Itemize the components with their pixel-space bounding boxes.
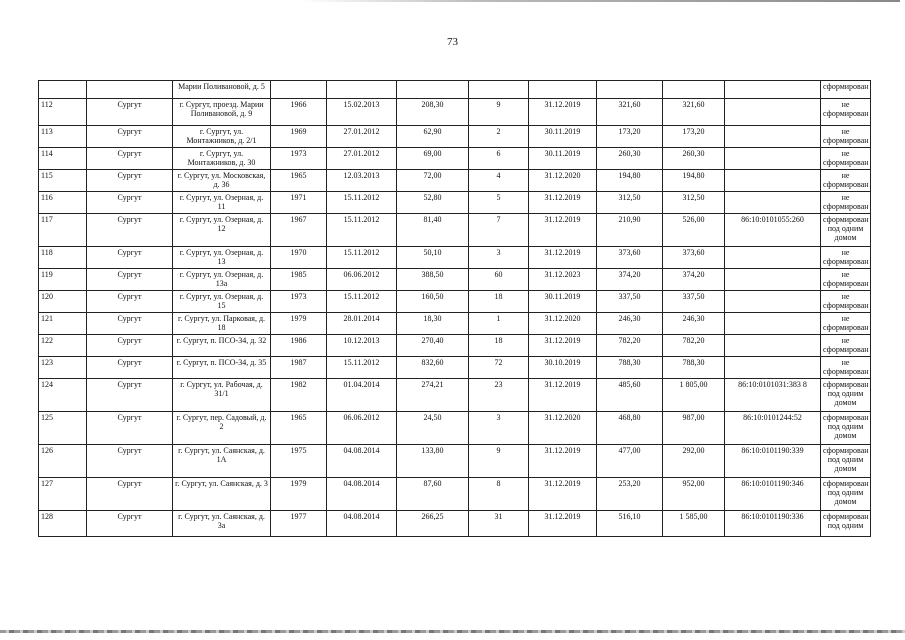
address-cell: г. Сургут, ул. Озерная, д. 12 (173, 214, 271, 247)
build-year-cell: 1979 (271, 313, 327, 335)
date-cell: 15.11.2012 (327, 357, 397, 379)
date-cell: 04.08.2014 (327, 478, 397, 511)
table-row (39, 313, 871, 335)
count-cell: 3 (469, 247, 529, 269)
deadline-cell (529, 81, 597, 99)
city-cell: Сургут (87, 313, 173, 335)
area-cell: 87,60 (397, 478, 469, 511)
row-number: 113 (39, 126, 87, 148)
row-number: 128 (39, 511, 87, 537)
city-cell: Сургут (87, 192, 173, 214)
build-year-cell: 1971 (271, 192, 327, 214)
status-cell: не сформирован (821, 291, 871, 313)
cadastral-number-cell (725, 170, 821, 192)
build-year-cell: 1966 (271, 99, 327, 126)
cadastral-number-cell (725, 192, 821, 214)
date-cell: 27.01.2012 (327, 126, 397, 148)
build-year-cell: 1965 (271, 412, 327, 445)
cadastral-number-cell (725, 269, 821, 291)
count-cell: 60 (469, 269, 529, 291)
table-row (39, 148, 871, 170)
area-cell: 18,30 (397, 313, 469, 335)
value-1-cell: 485,60 (597, 379, 663, 412)
date-cell: 28.01.2014 (327, 313, 397, 335)
count-cell: 2 (469, 126, 529, 148)
value-2-cell: 374,20 (663, 269, 725, 291)
value-2-cell: 246,30 (663, 313, 725, 335)
row-number: 114 (39, 148, 87, 170)
address-cell: г. Сургут, п. ПСО-34, д. 32 (173, 335, 271, 357)
status-cell: не сформирован (821, 335, 871, 357)
page-number: 73 (447, 36, 458, 48)
cadastral-number-cell: 86:10:0101190:339 (725, 445, 821, 478)
deadline-cell: 31.12.2020 (529, 313, 597, 335)
build-year-cell: 1977 (271, 511, 327, 537)
status-cell: не сформирован (821, 269, 871, 291)
date-cell: 10.12.2013 (327, 335, 397, 357)
date-cell: 15.02.2013 (327, 99, 397, 126)
address-cell: г. Сургут, ул. Озерная, д. 15 (173, 291, 271, 313)
deadline-cell: 31.12.2019 (529, 192, 597, 214)
count-cell: 18 (469, 335, 529, 357)
value-2-cell: 952,00 (663, 478, 725, 511)
date-cell: 15.11.2012 (327, 214, 397, 247)
status-cell: не сформирован (821, 192, 871, 214)
value-2-cell: 194,80 (663, 170, 725, 192)
row-number: 119 (39, 269, 87, 291)
build-year-cell: 1979 (271, 478, 327, 511)
build-year-cell: 1967 (271, 214, 327, 247)
count-cell: 5 (469, 192, 529, 214)
cadastral-number-cell (725, 313, 821, 335)
status-cell: сформирован под одним домом (821, 478, 871, 511)
count-cell: 31 (469, 511, 529, 537)
value-2-cell: 788,30 (663, 357, 725, 379)
city-cell: Сургут (87, 335, 173, 357)
count-cell: 4 (469, 170, 529, 192)
address-cell: г. Сургут, п. ПСО-34, д. 35 (173, 357, 271, 379)
deadline-cell: 31.12.2023 (529, 269, 597, 291)
cadastral-number-cell (725, 357, 821, 379)
city-cell: Сургут (87, 214, 173, 247)
count-cell: 1 (469, 313, 529, 335)
address-cell: Марии Поливановой, д. 5 (173, 81, 271, 99)
row-number: 115 (39, 170, 87, 192)
value-1-cell: 194,80 (597, 170, 663, 192)
status-cell: сформирован под одним домом (821, 445, 871, 478)
date-cell: 27.01.2012 (327, 148, 397, 170)
date-cell: 06.06.2012 (327, 269, 397, 291)
deadline-cell: 30.11.2019 (529, 148, 597, 170)
area-cell: 388,50 (397, 269, 469, 291)
cadastral-number-cell (725, 291, 821, 313)
value-1-cell: 321,60 (597, 99, 663, 126)
date-cell (327, 81, 397, 99)
deadline-cell: 30.11.2019 (529, 291, 597, 313)
row-number: 124 (39, 379, 87, 412)
area-cell: 62,90 (397, 126, 469, 148)
status-cell: сформирован под одним (821, 511, 871, 537)
count-cell: 3 (469, 412, 529, 445)
build-year-cell: 1986 (271, 335, 327, 357)
area-cell: 160,50 (397, 291, 469, 313)
value-2-cell: 321,60 (663, 99, 725, 126)
address-cell: г. Сургут, ул. Монтажников, д. 30 (173, 148, 271, 170)
build-year-cell: 1973 (271, 291, 327, 313)
value-1-cell: 260,30 (597, 148, 663, 170)
city-cell: Сургут (87, 357, 173, 379)
address-cell: г. Сургут, ул. Саянская, д. 3а (173, 511, 271, 537)
housing-register-table (38, 80, 871, 537)
address-cell: г. Сургут, ул. Озерная, д. 11 (173, 192, 271, 214)
value-1-cell: 374,20 (597, 269, 663, 291)
area-cell: 266,25 (397, 511, 469, 537)
count-cell: 72 (469, 357, 529, 379)
deadline-cell: 30.11.2019 (529, 126, 597, 148)
row-number: 123 (39, 357, 87, 379)
cadastral-number-cell (725, 335, 821, 357)
build-year-cell: 1975 (271, 445, 327, 478)
area-cell: 72,00 (397, 170, 469, 192)
deadline-cell: 31.12.2019 (529, 445, 597, 478)
value-1-cell (597, 81, 663, 99)
count-cell: 9 (469, 99, 529, 126)
city-cell: Сургут (87, 511, 173, 537)
date-cell: 06.06.2012 (327, 412, 397, 445)
build-year-cell (271, 81, 327, 99)
row-number: 118 (39, 247, 87, 269)
value-2-cell: 1 585,00 (663, 511, 725, 537)
value-1-cell: 312,50 (597, 192, 663, 214)
table-row (39, 511, 871, 537)
value-1-cell: 468,80 (597, 412, 663, 445)
area-cell: 24,50 (397, 412, 469, 445)
area-cell: 270,40 (397, 335, 469, 357)
cadastral-number-cell: 86:10:0101031:383 8 (725, 379, 821, 412)
cadastral-number-cell (725, 99, 821, 126)
build-year-cell: 1985 (271, 269, 327, 291)
date-cell: 15.11.2012 (327, 192, 397, 214)
table-row (39, 291, 871, 313)
build-year-cell: 1982 (271, 379, 327, 412)
value-1-cell: 477,00 (597, 445, 663, 478)
cadastral-number-cell: 86:10:0101190:346 (725, 478, 821, 511)
value-2-cell: 337,50 (663, 291, 725, 313)
value-1-cell: 373,60 (597, 247, 663, 269)
city-cell: Сургут (87, 126, 173, 148)
cadastral-number-cell (725, 81, 821, 99)
row-number: 125 (39, 412, 87, 445)
table-row (39, 81, 871, 99)
value-1-cell: 337,50 (597, 291, 663, 313)
value-2-cell: 987,00 (663, 412, 725, 445)
city-cell: Сургут (87, 379, 173, 412)
table-row (39, 192, 871, 214)
deadline-cell: 31.12.2020 (529, 170, 597, 192)
status-cell: не сформирован (821, 148, 871, 170)
count-cell: 18 (469, 291, 529, 313)
value-1-cell: 246,30 (597, 313, 663, 335)
value-2-cell: 260,30 (663, 148, 725, 170)
address-cell: г. Сургут, ул. Саянская, д. 1А (173, 445, 271, 478)
city-cell: Сургут (87, 291, 173, 313)
table-row (39, 379, 871, 412)
status-cell: не сформирован (821, 247, 871, 269)
row-number: 112 (39, 99, 87, 126)
deadline-cell: 31.12.2019 (529, 99, 597, 126)
cadastral-number-cell (725, 247, 821, 269)
table-row (39, 99, 871, 126)
count-cell: 8 (469, 478, 529, 511)
table-row (39, 335, 871, 357)
status-cell: сформирован под одним домом (821, 214, 871, 247)
area-cell: 274,21 (397, 379, 469, 412)
row-number: 117 (39, 214, 87, 247)
date-cell: 15.11.2012 (327, 291, 397, 313)
date-cell: 01.04.2014 (327, 379, 397, 412)
table-row (39, 170, 871, 192)
address-cell: г. Сургут, ул. Озерная, д. 13 (173, 247, 271, 269)
city-cell: Сургут (87, 269, 173, 291)
city-cell: Сургут (87, 99, 173, 126)
row-number: 122 (39, 335, 87, 357)
status-cell: не сформирован (821, 313, 871, 335)
address-cell: г. Сургут, ул. Московская, д. 36 (173, 170, 271, 192)
value-1-cell: 782,20 (597, 335, 663, 357)
date-cell: 04.08.2014 (327, 511, 397, 537)
city-cell: Сургут (87, 247, 173, 269)
row-number (39, 81, 87, 99)
cadastral-number-cell: 86:10:0101190:336 (725, 511, 821, 537)
address-cell: г. Сургут, ул. Озерная, д. 13а (173, 269, 271, 291)
city-cell: Сургут (87, 478, 173, 511)
deadline-cell: 30.10.2019 (529, 357, 597, 379)
city-cell: Сургут (87, 148, 173, 170)
address-cell: г. Сургут, проезд. Марии Поливановой, д. 9 (173, 99, 271, 126)
value-1-cell: 788,30 (597, 357, 663, 379)
count-cell: 9 (469, 445, 529, 478)
address-cell: г. Сургут, пер. Садовый, д. 2 (173, 412, 271, 445)
table-row (39, 126, 871, 148)
cadastral-number-cell: 86:10:0101244:52 (725, 412, 821, 445)
table-row (39, 445, 871, 478)
status-cell: не сформирован (821, 126, 871, 148)
table-row (39, 357, 871, 379)
status-cell: не сформирован (821, 357, 871, 379)
scan-edge-top (300, 0, 900, 2)
row-number: 120 (39, 291, 87, 313)
row-number: 121 (39, 313, 87, 335)
value-2-cell (663, 81, 725, 99)
value-2-cell: 526,00 (663, 214, 725, 247)
deadline-cell: 31.12.2020 (529, 412, 597, 445)
deadline-cell: 31.12.2019 (529, 478, 597, 511)
area-cell: 81,40 (397, 214, 469, 247)
city-cell: Сургут (87, 412, 173, 445)
area-cell (397, 81, 469, 99)
area-cell: 69,00 (397, 148, 469, 170)
build-year-cell: 1969 (271, 126, 327, 148)
deadline-cell: 31.12.2019 (529, 511, 597, 537)
area-cell: 50,10 (397, 247, 469, 269)
city-cell: Сургут (87, 170, 173, 192)
deadline-cell: 31.12.2019 (529, 214, 597, 247)
build-year-cell: 1965 (271, 170, 327, 192)
value-2-cell: 1 805,00 (663, 379, 725, 412)
value-2-cell: 312,50 (663, 192, 725, 214)
row-number: 127 (39, 478, 87, 511)
value-2-cell: 373,60 (663, 247, 725, 269)
area-cell: 832,60 (397, 357, 469, 379)
city-cell (87, 81, 173, 99)
table-row (39, 247, 871, 269)
value-1-cell: 173,20 (597, 126, 663, 148)
cadastral-number-cell: 86:10:0101055:260 (725, 214, 821, 247)
address-cell: г. Сургут, ул. Монтажников, д. 2/1 (173, 126, 271, 148)
city-cell: Сургут (87, 445, 173, 478)
status-cell: сформирован под одним домом (821, 379, 871, 412)
address-cell: г. Сургут, ул. Парковая, д. 18 (173, 313, 271, 335)
value-2-cell: 173,20 (663, 126, 725, 148)
status-cell: не сформирован (821, 99, 871, 126)
value-1-cell: 253,20 (597, 478, 663, 511)
table-row (39, 412, 871, 445)
cadastral-number-cell (725, 126, 821, 148)
value-2-cell: 292,00 (663, 445, 725, 478)
build-year-cell: 1973 (271, 148, 327, 170)
deadline-cell: 31.12.2019 (529, 379, 597, 412)
date-cell: 04.08.2014 (327, 445, 397, 478)
cadastral-number-cell (725, 148, 821, 170)
count-cell (469, 81, 529, 99)
area-cell: 208,30 (397, 99, 469, 126)
date-cell: 12.03.2013 (327, 170, 397, 192)
build-year-cell: 1970 (271, 247, 327, 269)
row-number: 116 (39, 192, 87, 214)
scan-edge-bottom (0, 630, 905, 633)
row-number: 126 (39, 445, 87, 478)
address-cell: г. Сургут, ул. Рабочая, д. 31/1 (173, 379, 271, 412)
value-1-cell: 516,10 (597, 511, 663, 537)
deadline-cell: 31.12.2019 (529, 335, 597, 357)
value-1-cell: 210,90 (597, 214, 663, 247)
table-row (39, 478, 871, 511)
status-cell: сформирован (821, 81, 871, 99)
area-cell: 133,80 (397, 445, 469, 478)
table-row (39, 214, 871, 247)
status-cell: сформирован под одним домом (821, 412, 871, 445)
count-cell: 6 (469, 148, 529, 170)
count-cell: 23 (469, 379, 529, 412)
table-row (39, 269, 871, 291)
build-year-cell: 1987 (271, 357, 327, 379)
deadline-cell: 31.12.2019 (529, 247, 597, 269)
count-cell: 7 (469, 214, 529, 247)
value-2-cell: 782,20 (663, 335, 725, 357)
address-cell: г. Сургут, ул. Саянская, д. 3 (173, 478, 271, 511)
date-cell: 15.11.2012 (327, 247, 397, 269)
status-cell: не сформирован (821, 170, 871, 192)
area-cell: 52,80 (397, 192, 469, 214)
